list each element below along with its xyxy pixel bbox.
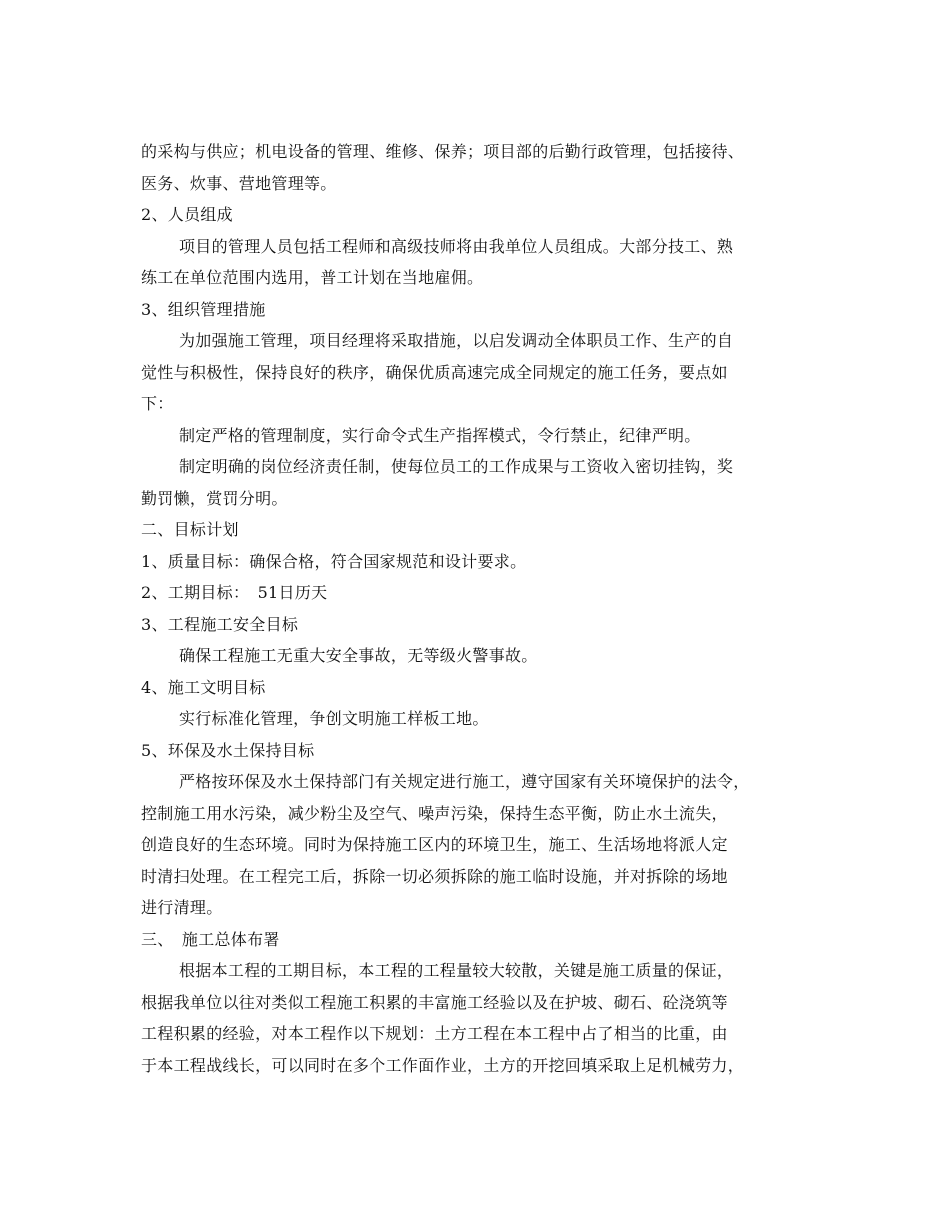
text-line: 控制施工用水污染，减少粉尘及空气、噪声污染，保持生态平衡，防止水土流失， [141, 803, 728, 823]
chapter-heading: 二、目标计划 [141, 520, 239, 539]
section-heading: 1、质量目标：确保合格，符合国家规范和设计要求。 [141, 551, 527, 571]
text-line: 严格按环保及水土保持部门有关规定进行施工，遵守国家有关环境保护的法令， [179, 772, 750, 791]
text-line: 项目的管理人员包括工程师和高级技师将由我单位人员组成。大部分技工、熟 [179, 236, 734, 256]
section-heading: 4、施工文明目标 [141, 677, 266, 697]
section-heading: 3、工程施工安全目标 [141, 614, 299, 634]
text-line: 进行清理。 [141, 898, 223, 917]
text-line: 实行标准化管理，争创文明施工样板工地。 [179, 709, 489, 728]
text-line: 工程积累的经验，对本工程作以下规划：土方工程在本工程中占了相当的比重，由 [141, 1024, 728, 1043]
text-line: 勤罚懒，赏罚分明。 [141, 488, 288, 508]
text-line: 的采构与供应；机电设备的管理、维修、保养；项目部的后勤行政管理，包括接待、 [141, 142, 745, 161]
text-line: 于本工程战线长，可以同时在多个工作面作业，土方的开挖回填采取上足机械劳力， [141, 1055, 745, 1075]
text-line: 练工在单位范围内选用，普工计划在当地雇佣。 [141, 268, 484, 287]
text-line: 制定严格的管理制度，实行命令式生产指挥模式，令行禁止，纪律严明。 [179, 425, 701, 445]
text-line: 根据我单位以往对类似工程施工积累的丰富施工经验以及在护坡、砌石、砼浇筑等 [141, 992, 728, 1012]
chapter-heading: 三、 施工总体布署 [141, 929, 280, 949]
text-line: 觉性与积极性，保持良好的秩序，确保优质高速完成全同规定的施工任务，要点如 [141, 362, 728, 382]
text-line: 为加强施工管理，项目经理将采取措施，以启发调动全体职员工作、生产的自 [179, 331, 734, 350]
text-line: 医务、炊事、营地管理等。 [141, 173, 337, 193]
section-heading: 5、环保及水土保持目标 [141, 740, 315, 760]
text-line: 制定明确的岗位经济责任制，使每位员工的工作成果与工资收入密切挂钩，奖 [179, 457, 734, 476]
document-body [141, 136, 825, 1081]
text-line: 确保工程施工无重大安全事故，无等级火警事故。 [179, 646, 538, 665]
text-line: 下： [141, 394, 174, 413]
text-line: 创造良好的生态环境。同时为保持施工区内的环境卫生，施工、生活场地将派人定 [141, 835, 728, 854]
text-line: 时清扫处理。在工程完工后，拆除一切必须拆除的施工临时设施，并对拆除的场地 [141, 866, 728, 886]
section-heading: 2、工期目标： 51日历天 [141, 583, 328, 602]
text-line: 根据本工程的工期目标，本工程的工程量较大较散，关键是施工质量的保证， [179, 961, 734, 980]
section-heading: 3、组织管理措施 [141, 299, 266, 319]
section-heading: 2、人员组成 [141, 205, 233, 224]
